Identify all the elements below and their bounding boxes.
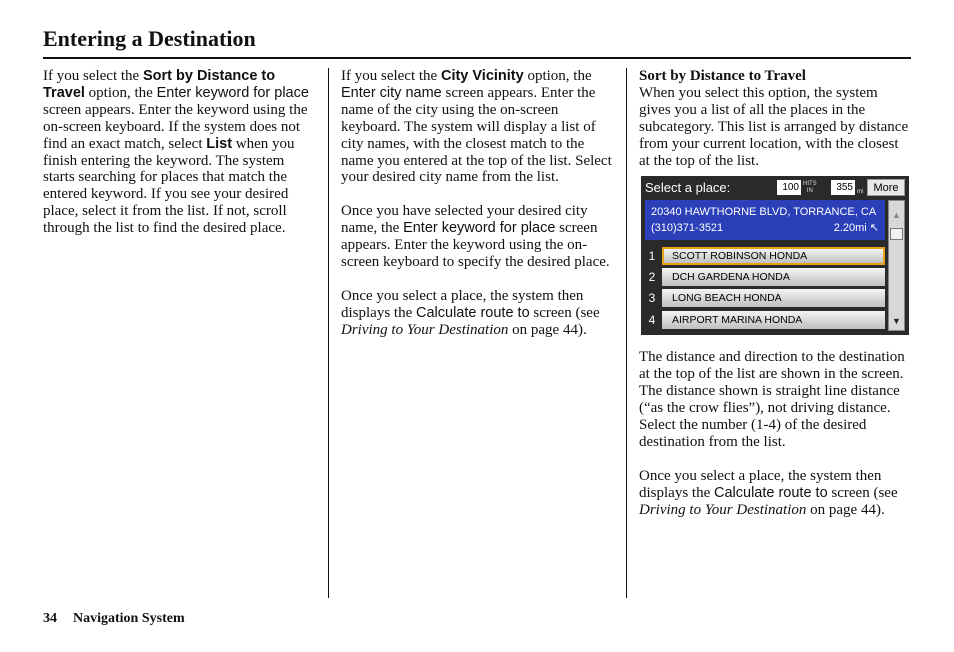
paragraph xyxy=(43,68,315,237)
text-run: when you finish entering the keyword. The system starts searching for places that match the entered keyword. If you see your desired place, select it from the list. If not, scroll through the list to find the desired place. xyxy=(43,135,295,237)
paragraph xyxy=(639,68,911,169)
list-item-name[interactable]: LONG BEACH HONDA xyxy=(662,289,885,307)
ui-term: Enter keyword for place xyxy=(403,220,556,237)
title-rule xyxy=(43,57,911,59)
unit-label: mi xyxy=(857,189,864,196)
paragraph xyxy=(341,203,613,271)
text-run: screen (see xyxy=(827,484,898,501)
nav-screen-title: Select a place: xyxy=(645,180,731,196)
text-run: Once you have selected your desired city name, the xyxy=(341,203,588,237)
paragraph xyxy=(341,288,613,339)
list-item[interactable] xyxy=(645,267,885,287)
list-item[interactable] xyxy=(645,246,885,266)
scroll-up-icon[interactable]: ▲ xyxy=(892,210,901,221)
text-run: option, the xyxy=(84,84,157,101)
scrollbar[interactable] xyxy=(888,200,905,331)
list-item-name[interactable]: SCOTT ROBINSON HONDA xyxy=(662,247,885,265)
shown-count-box: 100 xyxy=(777,180,801,195)
hits-label: HITS IN xyxy=(803,181,817,195)
cross-reference: Driving to Your Destination xyxy=(639,501,807,518)
page-footer xyxy=(43,611,185,627)
list-item[interactable] xyxy=(645,288,885,308)
hits-total-box: 355 xyxy=(831,180,855,195)
destination-address: 20340 HAWTHORNE BLVD, TORRANCE, CA xyxy=(651,206,877,219)
text-run: option, the xyxy=(523,68,592,84)
destination-info xyxy=(645,200,885,240)
list-item-number[interactable]: 4 xyxy=(648,313,656,328)
column-divider-1 xyxy=(328,68,329,598)
list-item[interactable] xyxy=(645,310,885,330)
ui-term: Enter city name xyxy=(341,84,442,101)
column-divider-2 xyxy=(626,68,627,598)
page-title: Entering a Destination xyxy=(43,26,256,51)
paragraph: The distance and direction to the destination at the top of the list are shown in the screen. The distance shown is straight line distance (“as the crow flies”), not driving distance. Select the number (1-4) of the desired destination from the list. xyxy=(639,349,905,450)
ui-term: Enter keyword for place xyxy=(156,84,309,101)
arrow-west-icon: ↖ xyxy=(869,222,879,235)
text-run: screen (see xyxy=(529,304,600,321)
page-number: 34 xyxy=(43,611,57,626)
text-run: on page 44). xyxy=(806,501,885,518)
ui-term: Calculate route to xyxy=(416,304,530,321)
ui-option: Sort by Distance to Travel xyxy=(43,68,276,101)
scroll-thumb[interactable] xyxy=(890,228,903,240)
paragraph xyxy=(639,468,911,519)
section-heading: Sort by Distance to Travel xyxy=(639,68,806,84)
column-3 xyxy=(639,68,911,535)
list-item-number[interactable]: 1 xyxy=(648,249,656,264)
ui-term: Calculate route to xyxy=(714,484,828,501)
column-2 xyxy=(341,68,613,355)
ui-option: List xyxy=(206,135,233,152)
text-run: screen appears. Enter the keyword using the on-screen keyboard to specify the desired place. xyxy=(341,220,610,270)
list-item-number[interactable]: 2 xyxy=(648,270,656,285)
nav-screenshot xyxy=(641,176,909,335)
text-run: screen appears. Enter the name of the city using the on-screen keyboard. The system will display a list of city names, with the closest match to the name you entered at the top of the list. Select your desired city name from the list. xyxy=(341,84,612,186)
footer-section: Navigation System xyxy=(73,611,185,626)
column-1 xyxy=(43,68,315,254)
text-run: If you select the xyxy=(43,68,143,84)
list-item-name[interactable]: DCH GARDENA HONDA xyxy=(662,268,885,286)
text-run: Once you select a place, the system then displays the xyxy=(341,287,584,321)
scroll-down-icon[interactable]: ▼ xyxy=(892,316,901,327)
text-run: If you select the xyxy=(341,68,441,84)
paragraph xyxy=(341,68,613,186)
text-run: on page 44). xyxy=(508,321,587,338)
paragraph-text: When you select this option, the system gives you a list of all the places in the subcategory. This list is arranged by distance from your current location, with the closest at the top of the list. xyxy=(639,84,909,169)
text-run: Once you select a place, the system then displays the xyxy=(639,467,882,501)
text-run: screen appears. Enter the keyword using the on-screen keyboard. If the system does not find an exact match, select xyxy=(43,101,308,152)
cross-reference: Driving to Your Destination xyxy=(341,321,509,338)
destination-phone: (310)371-3521 xyxy=(651,222,724,235)
list-item-number[interactable]: 3 xyxy=(648,291,656,306)
destination-distance: 2.20mi xyxy=(833,222,867,235)
more-button[interactable]: More xyxy=(867,179,905,196)
list-item-name[interactable]: AIRPORT MARINA HONDA xyxy=(662,311,885,329)
ui-option: City Vicinity xyxy=(440,68,524,84)
